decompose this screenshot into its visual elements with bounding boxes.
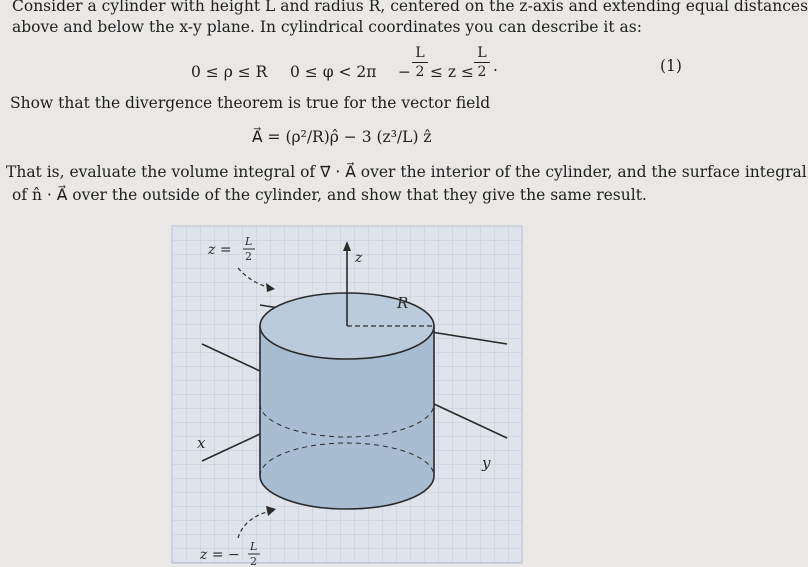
top-label-numerator: L: [245, 235, 253, 248]
z-axis-label: z: [355, 250, 363, 266]
vector-field-equation: A⃗ = (ρ²/R)ρ̂ − 3 (z³/L) ẑ: [252, 128, 432, 146]
fraction-bar: [474, 62, 490, 63]
fraction-denominator: 2: [477, 64, 487, 80]
intro-line-2: above and below the x-y plane. In cylindrical coordinates you can describe it as:: [12, 18, 642, 36]
show-statement: Show that the divergence theorem is true for the vector field: [10, 94, 491, 112]
range-rho: 0 ≤ ρ ≤ R: [191, 63, 268, 81]
range-z-middle: ≤ z ≤: [430, 63, 474, 81]
bottom-label-denominator: 2: [250, 555, 257, 567]
y-axis-label: y: [482, 454, 491, 472]
range-z-period: .: [493, 57, 498, 75]
radius-label: R: [397, 294, 409, 312]
top-label-lhs: z =: [208, 242, 232, 258]
top-label-denominator: 2: [245, 250, 252, 263]
equation-number: (1): [660, 57, 682, 75]
x-axis-label: x: [197, 434, 206, 452]
evaluate-line-1: That is, evaluate the volume integral of ∇⃗ · A⃗ over the interior of the cylinder, and the surface integral: [6, 163, 807, 181]
range-z-minus: −: [398, 63, 411, 81]
cylinder-diagram: [172, 226, 522, 567]
range-z-fraction-lower: [412, 45, 428, 80]
range-phi: 0 ≤ φ < 2π: [290, 63, 377, 81]
evaluate-line-2: of n̂ · A⃗ over the outside of the cylinder, and show that they give the same result.: [12, 186, 647, 204]
fraction-denominator: 2: [415, 64, 425, 80]
fraction-numerator: L: [477, 45, 487, 61]
fraction-bar: [412, 62, 428, 63]
intro-line-1: Consider a cylinder with height L and radius R, centered on the z-axis and extending equal distances: [12, 0, 808, 15]
bottom-label-lhs: z = −: [200, 547, 240, 563]
fraction-numerator: L: [415, 45, 425, 61]
cylinder-diagram-svg: [172, 226, 522, 567]
range-z-fraction-upper: [474, 45, 490, 80]
bottom-label-numerator: L: [250, 540, 258, 553]
